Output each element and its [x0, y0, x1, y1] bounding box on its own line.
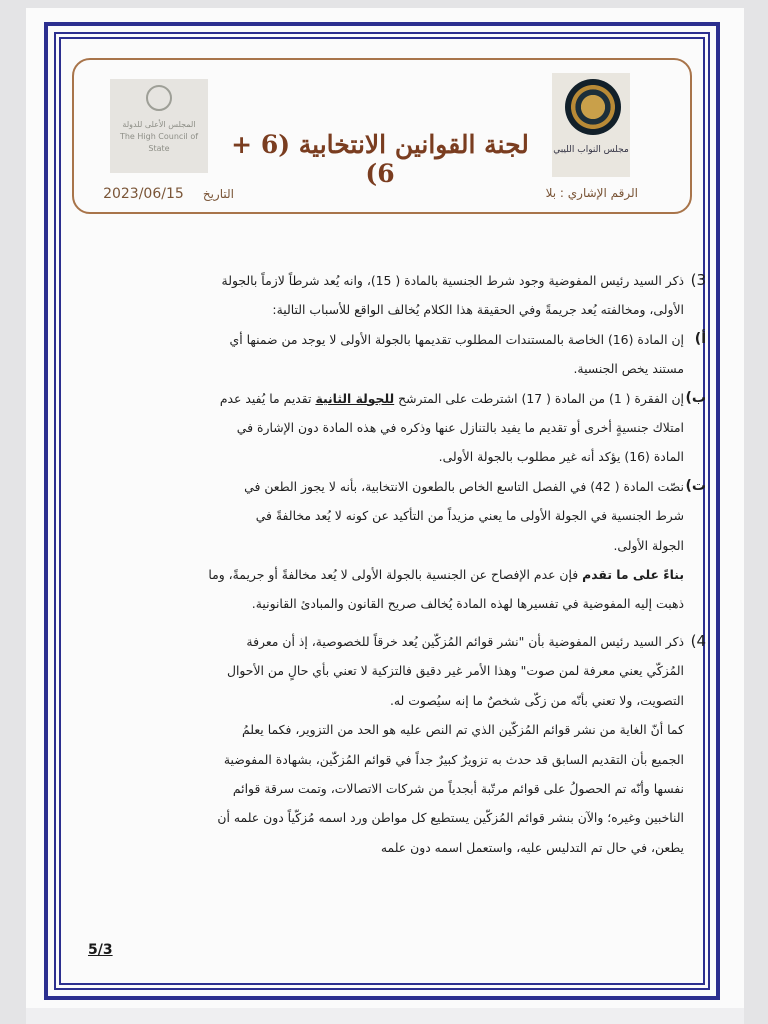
- item-3-a-line-1: إن المادة (16) الخاصة بالمستندات المطلوب تقديمها بالجولة الأولى لا يوجد من ضمنها أي: [229, 331, 684, 347]
- item-4-line-7: الناخبين وغيره؛ والآن بنشر قوائم المُزكّين يستطيع كل مواطن ورد اسمه مُزكّياً دون علمه أن: [217, 810, 684, 826]
- item-3-conclusion: [96, 560, 684, 619]
- item-4-line-5: الجميع بأن التقديم السابق قد حدث به تزويرٌ كبيرٌ جداً في قوائم المُزكّين، بشهادة المفوضية: [223, 751, 684, 767]
- item-3-b-line-2: امتلاك جنسيةٍ أخرى أو تقديم ما يفيد بالتنازل عنها وذكره في هذه المادة دون الإشارة في: [236, 420, 684, 436]
- item-4-number: 4): [690, 631, 706, 650]
- logo-left-caption-ar: المجلس الأعلى للدولة: [122, 120, 196, 129]
- item-3-c-line-3: الجولة الأولى.: [613, 537, 684, 553]
- item-4: [96, 627, 706, 862]
- item-3-b-line-3: المادة (16) يؤكد أنه غير مطلوب بالجولة الأولى.: [438, 449, 684, 465]
- high-council-logo: [110, 79, 208, 173]
- item-4-line-8: يطعن، في حال تم التدليس عليه، واستعمل اسمه دون علمه: [380, 839, 684, 855]
- conclusion-line-1-text: فإن عدم الإفصاح عن الجنسية بالجولة الأولى لا يُعد مخالفةً أو جريمةً، وما: [208, 567, 579, 583]
- item-3-a-letter: أ): [694, 330, 706, 347]
- parliament-seal-icon: [565, 79, 621, 135]
- item-3-b-letter: ب): [685, 389, 706, 406]
- logo-right-caption: مجلس النواب الليبي: [553, 145, 629, 155]
- conclusion-emphasis: بناءً على ما تقدم: [582, 567, 684, 583]
- logo-left-caption-en: The High Council of State: [119, 132, 199, 153]
- council-seal-icon: [146, 85, 172, 111]
- logo-left-caption: [112, 119, 206, 155]
- second-round-emphasis: للجولة الثانية: [315, 390, 395, 406]
- date-line: [84, 186, 234, 202]
- item-3-c-letter: ت): [685, 477, 706, 494]
- date-label: التاريخ: [202, 187, 234, 201]
- item-3-line-1: ذكر السيد رئيس المفوضية وجود شرط الجنسية بالمادة ( 15)، وانه يُعد شرطاً لازماً بالجولة: [221, 273, 684, 288]
- item-3: [96, 266, 706, 325]
- committee-title: لجنة القوانين الانتخابية (6 + 6): [231, 130, 529, 188]
- item-4-line-1: ذكر السيد رئيس المفوضية بأن "نشر قوائم المُزكّين يُعد خرقاً للخصوصية، إذ أن معرفة: [246, 633, 684, 649]
- page-number: 5/3: [88, 942, 113, 958]
- item-3-line-2: الأولى، ومخالفته يُعد جريمةً وفي الحقيقة هذا الكلام يُخالف الواقع للأسباب التالية:: [272, 302, 684, 318]
- reference-number: الرقم الإشاري : بلا: [545, 186, 638, 200]
- item-3-b-line-1-pre: إن الفقرة ( 1) من المادة ( 17) اشترطت على المترشح: [398, 390, 684, 406]
- conclusion-line-2: ذهبت إليه المفوضية في تفسيرها لهذه المادة يُخالف صريح القانون والمبادئ القانونية.: [251, 596, 684, 612]
- item-3-b-line-1-post: تقديم ما يُفيد عدم: [219, 390, 312, 406]
- item-3-a-line-2: مستند يخص الجنسية.: [573, 361, 684, 377]
- page-bottom-strip: [26, 1008, 744, 1024]
- item-3-c: [96, 472, 706, 560]
- item-4-line-4: كما أنّ الغاية من نشر قوائم المُزكّين الذي تم النص عليه هو الحد من التزوير، فكما يعلمُ: [241, 722, 684, 738]
- date-value: 2023/06/15: [103, 186, 184, 202]
- document-body: [96, 266, 706, 862]
- item-4-line-3: التصويت، ولا تعني بأنّه من زكّى شخصٌ ما إنه سيُصوت له.: [389, 692, 684, 708]
- item-3-c-line-2: شرط الجنسية في الجولة الأولى ما يعني مزيداً من التأكيد عن كونه لا يُعد مخالفةً في: [255, 508, 684, 524]
- item-3-b: [96, 384, 706, 472]
- item-4-line-6: نفسها وأنّه تم الحصولُ على قوائم مرتّبة أبجدياً من شركات الاتصالات، وتمت سرقة قوائم: [232, 780, 684, 796]
- house-of-representatives-logo: [552, 73, 630, 177]
- item-3-c-line-1: نصّت المادة ( 42) في الفصل التاسع الخاص بالطعون الانتخابية، بأنه لا يجوز الطعن في: [244, 478, 684, 494]
- item-3-a: [96, 325, 706, 384]
- item-3-b-line-1: [96, 384, 684, 413]
- conclusion-line-1: [96, 560, 684, 589]
- item-3-number: 3): [690, 271, 706, 289]
- item-4-line-2: المُزكّي يعني معرفة لمن صوت" وهذا الأمر غير دقيق فالتزكية لا تعني بأي حالٍ من الأحوال: [226, 663, 684, 679]
